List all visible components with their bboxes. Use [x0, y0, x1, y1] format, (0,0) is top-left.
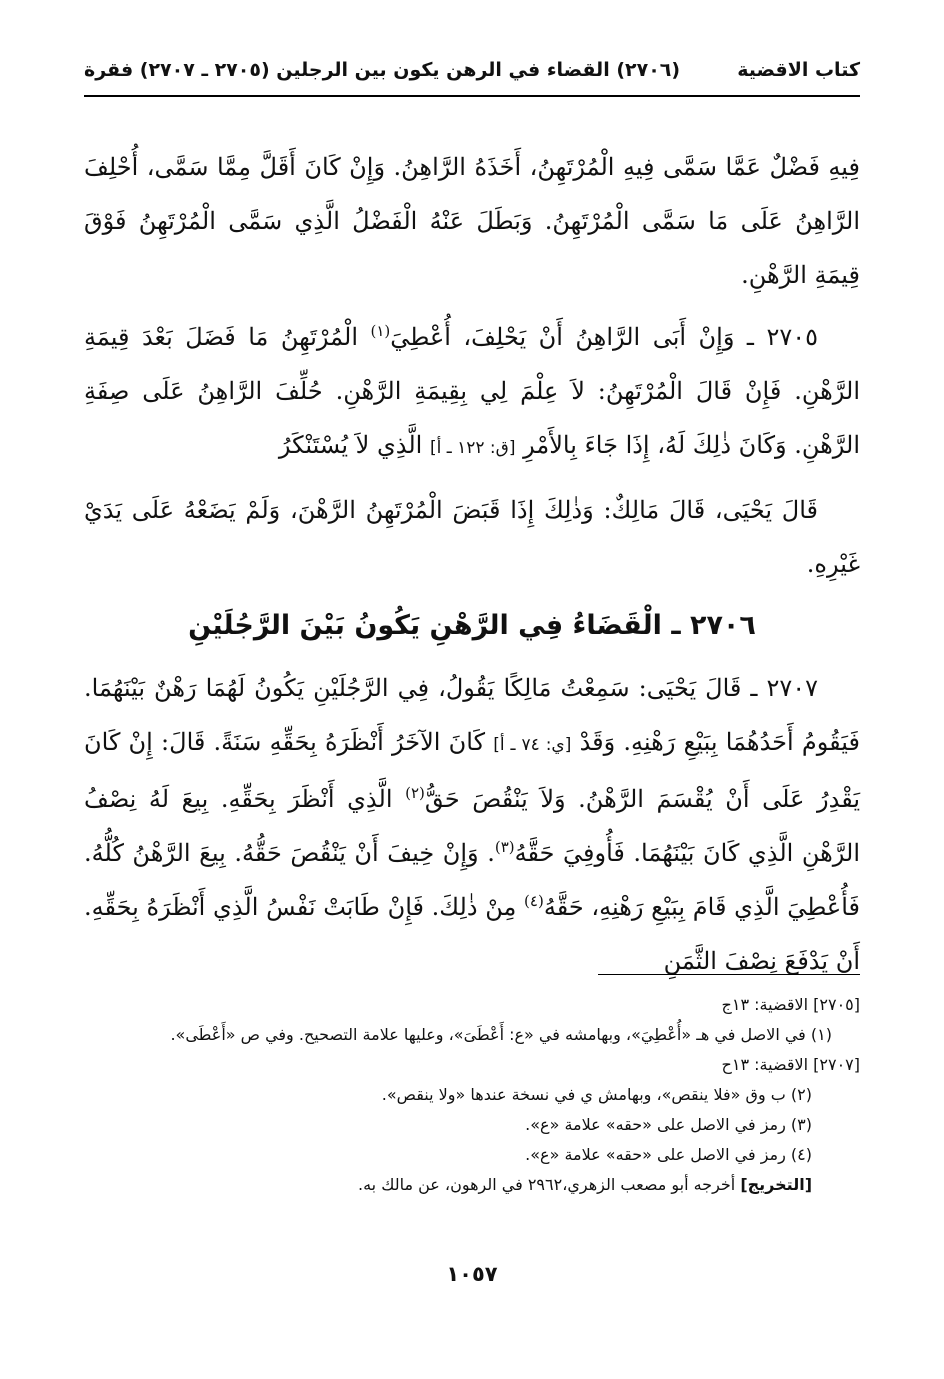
paragraph-1: فِيهِ فَضْلٌ عَمَّا سَمَّى فِيهِ الْمُرْتَهِنُ، أَخَذَهُ الرَّاهِنُ. وَإِنْ كَانَ أَقَلَّ مِمَّا سَمَّى، أُحْلِفَ الرَّاهِنُ عَلَى مَا سَمَّى الْمُرْتَهِنُ. وَبَطَلَ عَنْهُ الْفَضْلُ الَّذِي سَمَّى الْمُرْتَهِنُ فَوْقَ قِيمَةِ الرَّهْنِ.: [84, 153, 861, 289]
header-divider: [84, 95, 860, 97]
header-book-title: كتاب الاقضية: [737, 59, 860, 81]
manuscript-ref-y: [ي: ٧٤ ـ أ]: [493, 735, 572, 755]
footnote-marker-4: (٤): [524, 892, 544, 910]
header-section-title: (٢٧٠٦) القضاء في الرهن يكون بين الرجلين (٢٧٠٥ ـ ٢٧٠٧) فقرة: [84, 59, 681, 81]
footnote-marker-3: (٣): [494, 838, 515, 856]
paragraph-2707-text-b: كَانَ الآخَرُ أَنْظَرَهُ بِحَقِّهِ سَنَةً. قَالَ: إِنْ كَانَ يَقْدِرُ عَلَى أَنْ يُقْسَمَ الرَّهْنُ. وَلاَ يَنْقُصَ حَقُّ: [84, 728, 861, 813]
paragraph-2705-text-c: الَّذِي لاَ يُسْتَنْكَرُ: [278, 431, 430, 459]
footnote-ref-2705: [٢٧٠٥] الاقضية: ١٣ج: [721, 995, 860, 1014]
paragraph-2707: [84, 661, 860, 988]
paragraph-2705-text-b: الْمُرْتَهِنُ مَا فَضَلَ بَعْدَ قِيمَةِ الرَّهْنِ. فَإِنْ قَالَ الْمُرْتَهِنُ: لاَ عِلْمَ لِي بِقِيمَةِ الرَّهْنِ. حُلِّفَ الرَّاهِنُ عَلَى صِفَةِ الرَّهْنِ. وَكَانَ ذٰلِكَ لَهُ، إِذَا جَاءَ بِالأَمْرِ: [84, 323, 860, 459]
takhrij-note: [84, 1170, 860, 1200]
footnote-1: (١) في الاصل في هـ «أُعْطِيَ»، وبهامشه في «ع: أَعْطَىَ»، وعليها علامة التصحيح. وفي ص «أَعْطَى».: [170, 1025, 832, 1044]
footnote-marker-1: (١): [370, 322, 391, 340]
page-number: ١٠٥٧: [446, 1262, 498, 1286]
paragraph-2705: [84, 310, 860, 475]
footnotes-section: [84, 990, 860, 1200]
footnote-divider: [598, 974, 860, 975]
footnote-3: (٣) رمز في الاصل على «حقه» علامة «ع».: [525, 1115, 812, 1134]
chapter-heading-2706: ٢٧٠٦ ـ الْقَضَاءُ فِي الرَّهْنِ يَكُونُ بَيْنَ الرَّجُلَيْنِ: [188, 610, 756, 641]
paragraph-2707-text-a: ٢٧٠٧ ـ قَالَ يَحْيَى: سَمِعْتُ مَالِكًا يَقُولُ، فِي الرَّجُلَيْنِ يَكُونُ لَهُمَا رَهْنٌ بَيْنَهُمَا. فَيَقُومُ أَحَدُهُمَا بِبَيْعِ رَهْنِهِ. وَقَدْ: [84, 674, 860, 756]
paragraph-2705-text-a: ٢٧٠٥ ـ وَإِنْ أَبَى الرَّاهِنُ أَنْ يَحْلِفَ، أُعْطِيَ: [390, 323, 818, 351]
paragraph-2707-text-e: مِنْ ذٰلِكَ. فَإِنْ طَابَتْ نَفْسُ الَّذِي أَنْظَرَهُ بِحَقِّهِ. أَنْ يَدْفَعَ نِصْفَ الثَّمَنِ: [84, 893, 860, 975]
footnote-marker-2: (٢): [405, 784, 425, 802]
paragraph-2707-text-d: . وَإِنْ خِيفَ أَنْ يَنْقُصَ حَقُّهُ. بِيعَ الرَّهْنُ كُلُّهُ. فَأُعْطِيَ الَّذِي قَامَ بِبَيْعِ رَهْنِهِ، حَقَّهُ: [84, 839, 860, 921]
main-text: [84, 140, 860, 996]
footnote-2: (٢) ب وق «فلا ينقص»، وبهامش ي في نسخة عندها «ولا ينقص».: [381, 1085, 812, 1104]
takhrij-label: [التخريج]: [740, 1175, 812, 1194]
footnote-ref-2707: [٢٧٠٧] الاقضية: ١٣ح: [721, 1055, 860, 1074]
paragraph-2707-text-c: الَّذِي أَنْظَرَ بِحَقِّهِ. بِيعَ لَهُ نِصْفُ الرَّهْنِ الَّذِي كَانَ بَيْنَهُمَا. فَأُوفِيَ حَقَّهُ: [84, 785, 861, 867]
manuscript-ref-q: [ق: ١٢٢ ـ أ]: [429, 438, 516, 458]
running-header: [84, 52, 860, 88]
takhrij-text: أخرجه أبو مصعب الزهري،٢٩٦٢ في الرهون، عن مالك به.: [358, 1175, 741, 1194]
paragraph-yahya: قَالَ يَحْيَى، قَالَ مَالِكٌ: وَذٰلِكَ إِذَا قَبَضَ الْمُرْتَهِنُ الرَّهْنَ، وَلَمْ يَضَعْهُ عَلَى يَدَيْ غَيْرِهِ.: [84, 496, 860, 578]
footnote-4: (٤) رمز في الاصل على «حقه» علامة «ع».: [525, 1145, 812, 1164]
